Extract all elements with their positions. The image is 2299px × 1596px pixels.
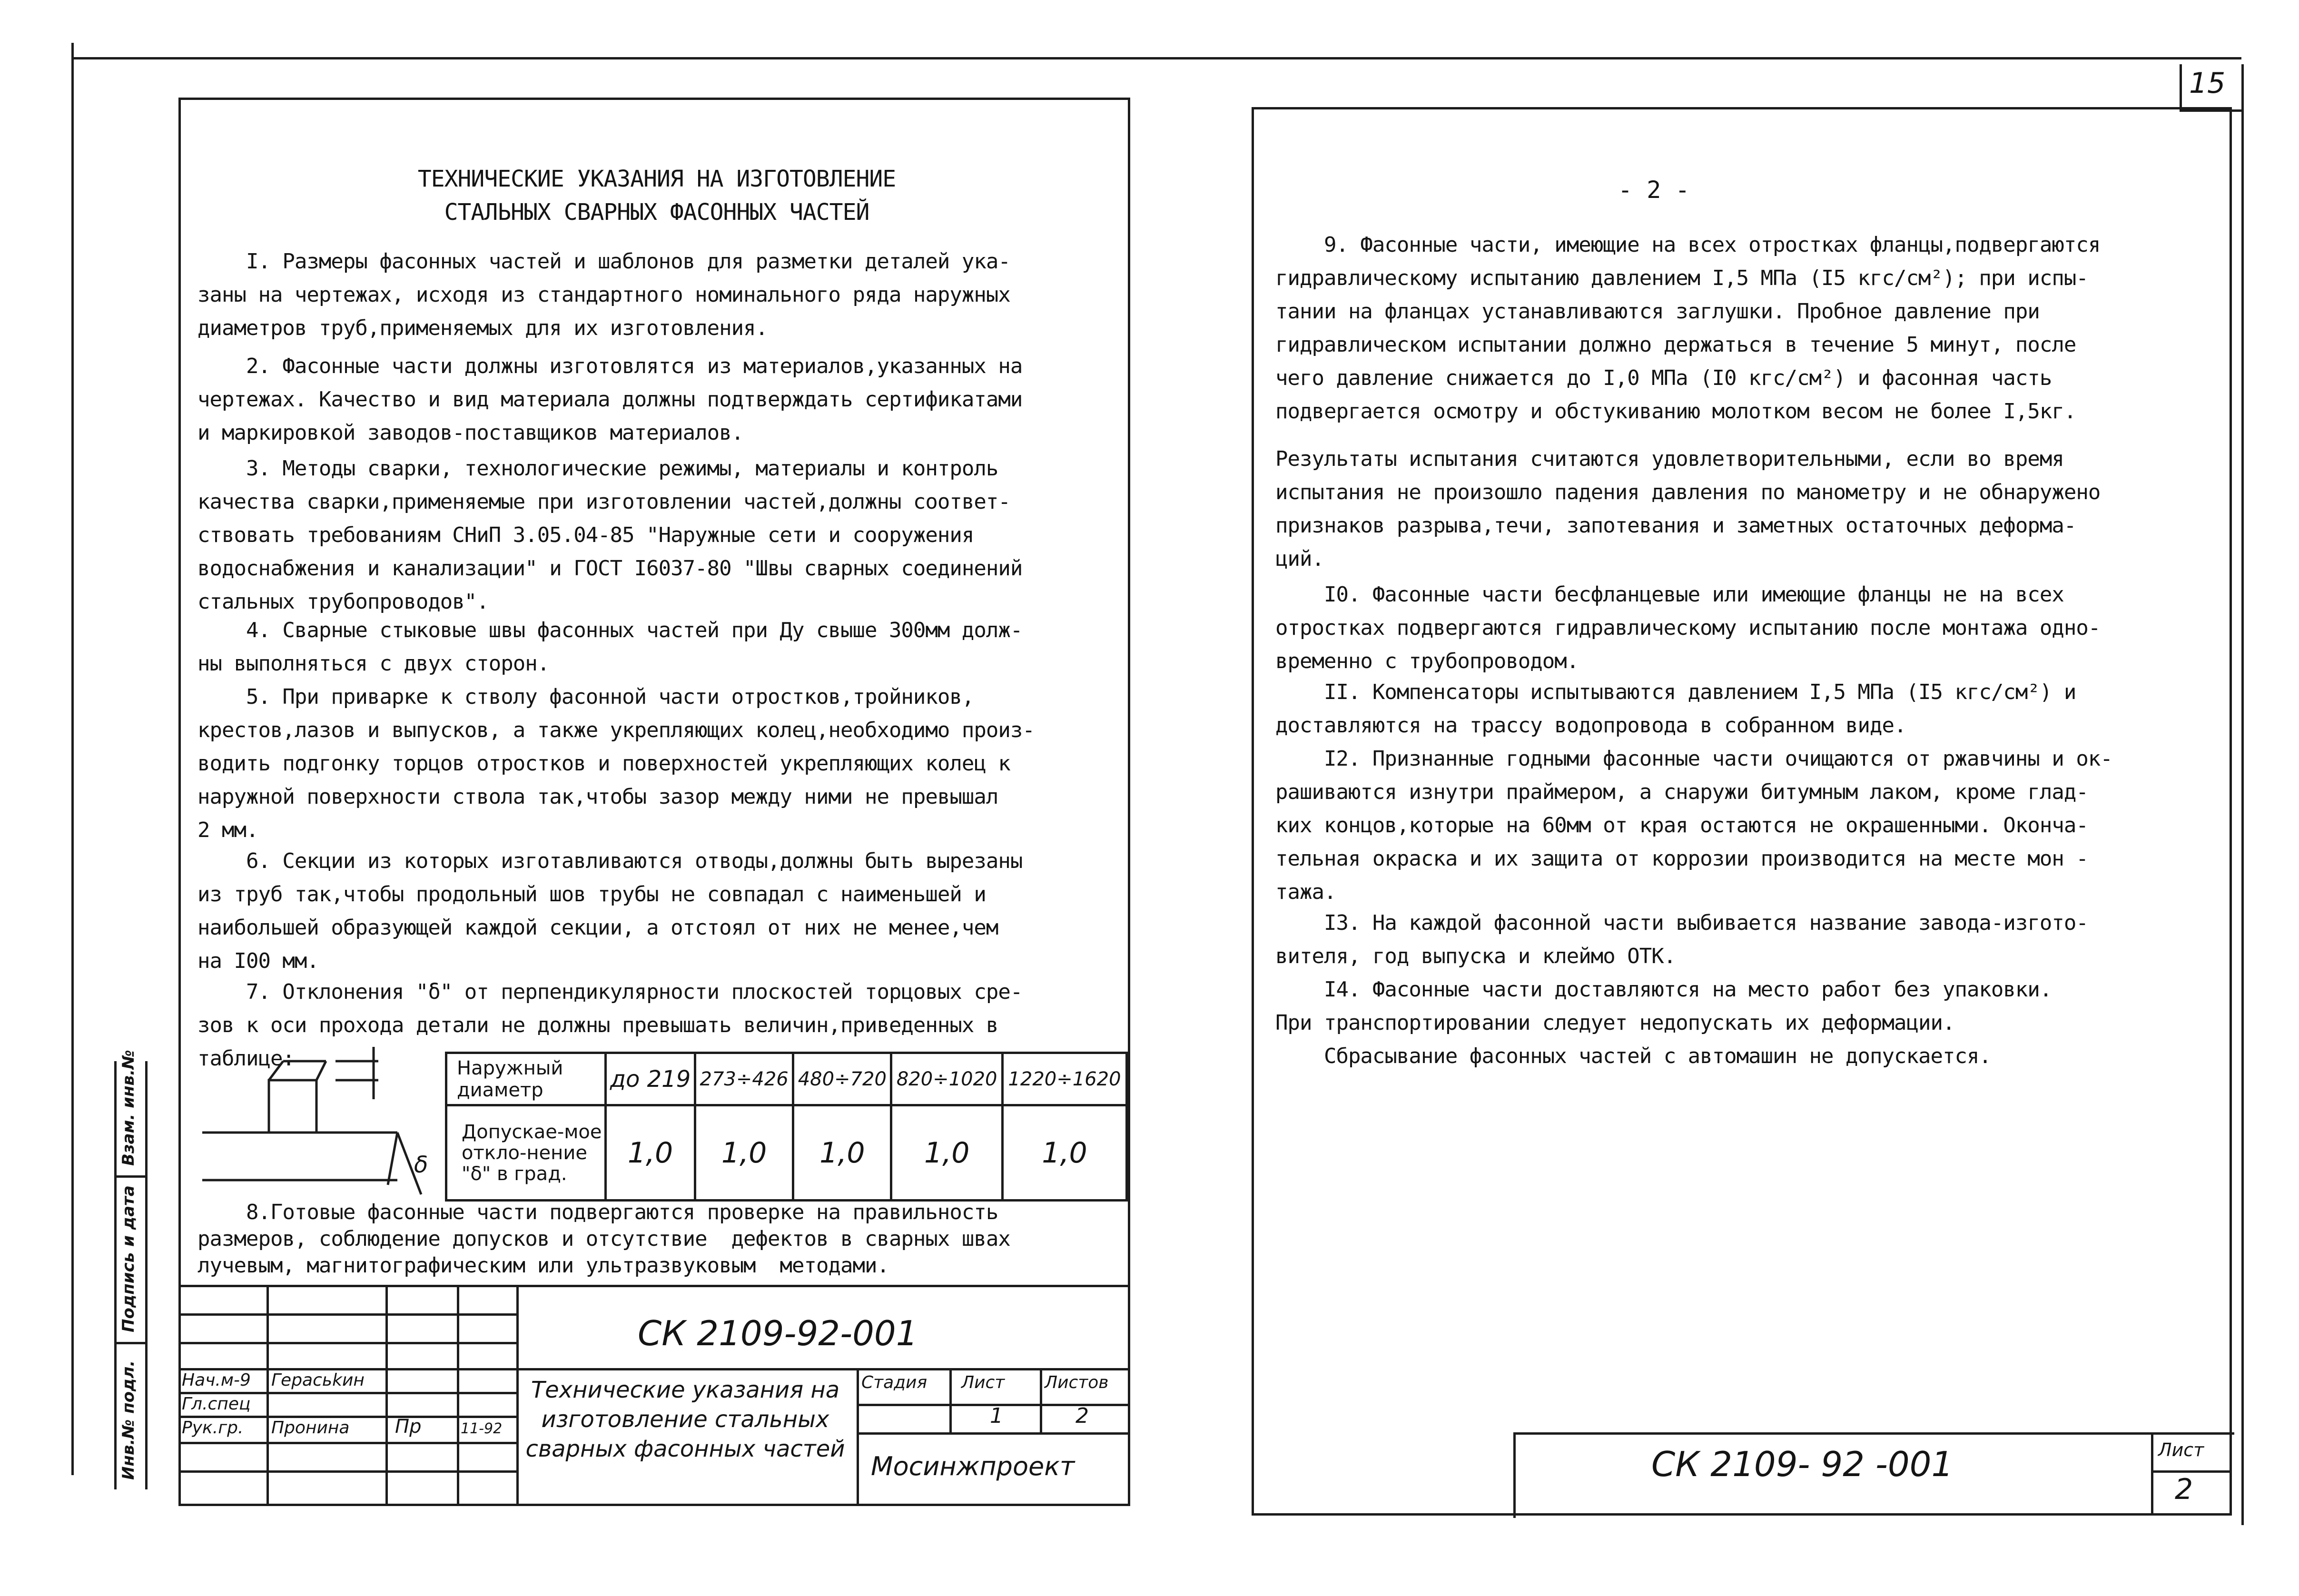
- stamp-line: [178, 1470, 516, 1473]
- stamp-description: Технические указания на изготовление стальных сварных фасонных частей: [525, 1377, 845, 1462]
- stamp-vline: [385, 1285, 388, 1506]
- side-label-replace: Взам. инв.№: [119, 1050, 138, 1166]
- corner-number: 15: [2189, 67, 2226, 100]
- deviation-cell: 1,0: [793, 1105, 891, 1201]
- side-label-sign: Подпись и дата: [119, 1185, 138, 1332]
- paragraph-3: 3. Методы сварки, технологические режимы, материалы и контроль качества сварки,применяемые при изготовлении частей,должны соответ- ствовать требованиям СНиП 3.05.04-85 "Наружные сети и сооружения водоснабжения и канализации" и ГОСТ I6037-80 "Швы сварных соединений стальных трубопроводов".: [197, 456, 1023, 614]
- table-row-header-diameter: Наружный диаметр: [446, 1053, 606, 1105]
- page-number: - 2 -: [1618, 176, 1690, 204]
- paragraph-12: I2. Признанные годными фасонные части очищаются от ржавчины и ок- рашиваются изнутри праймером, а снаружи битумным лаком, кроме глад- ких концов,которые на 60мм от края остаются не окрашенными. Оконча- тельная окраска и их защита от коррозии производится на месте мон - тажа.: [1275, 747, 2112, 904]
- stamp-line: [178, 1442, 516, 1444]
- outer-left-line: [71, 43, 74, 1475]
- side-label-inv: Инв.№ подл.: [119, 1360, 138, 1480]
- paragraph-9: 9. Фасонные части, имеющие на всех отростках фланцы,подвергаются гидравлическому испытанию давлением I,5 МПа (I5 кгс/см²); при испы- тании на фланцах устанавливаются заглушки. Пробное давление при гидравлическом испытании должно держаться в течение 5 минут, после чего давление снижается до I,0 МПа (I0 кгс/см²) и фасонная часть подвергается осмотру и обстукиванию молотком весом не более I,5кг.: [1275, 233, 2101, 424]
- stamp-vline: [949, 1368, 952, 1432]
- paragraph-4: 4. Сварные стыковые швы фасонных частей при Ду свыше 300мм долж- ны выполняться с двух сторон.: [197, 618, 1023, 676]
- deviation-cell: 1,0: [606, 1105, 695, 1201]
- diameter-cell: 1220÷1620: [1002, 1053, 1126, 1105]
- stamp-sign-3: Пр: [395, 1416, 422, 1438]
- stamp-role-3: Рук.гр.: [182, 1418, 244, 1438]
- stamp-vline: [1040, 1368, 1042, 1432]
- diameter-cell: 820÷1020: [891, 1053, 1003, 1105]
- paragraph-14: I4. Фасонные части доставляются на место работ без упаковки. При транспортировании следует недопускать их деформации.: [1275, 977, 2052, 1035]
- right-stamp-vline: [2151, 1432, 2153, 1516]
- stamp-stage-label: Стадия: [861, 1373, 927, 1392]
- stamp-line: [178, 1313, 516, 1316]
- left-title-line1: ТЕХНИЧЕСКИЕ УКАЗАНИЯ НА ИЗГОТОВЛЕНИЕ: [417, 166, 896, 192]
- stamp-sheet-value: 1: [990, 1404, 1003, 1428]
- stamp-role-2: Гл.спец: [182, 1394, 251, 1414]
- paragraph-9-result: Результаты испытания считаются удовлетворительными, если во время испытания не произошло падения давления по манометру и не обнаружено признаков разрыва,течи, запотевания и заметных остаточных деформа- ций.: [1275, 447, 2101, 571]
- stamp-vline: [457, 1285, 459, 1506]
- stamp-name-1: Герасьkин: [271, 1370, 365, 1390]
- deviation-cell: 1,0: [1002, 1105, 1126, 1201]
- side-strip-div2: [114, 1342, 145, 1344]
- paragraph-1: I. Размеры фасонных частей и шаблонов для разметки деталей ука- заны на чертежах, исходя из стандартного номинального ряда наружных диаметров труб,применяемых для их изготовления.: [197, 249, 1010, 340]
- stamp-vline: [516, 1285, 519, 1506]
- diameter-cell: до 219: [606, 1053, 695, 1105]
- paragraph-10: I0. Фасонные части бесфланцевые или имеющие фланцы не на всех отростках подвергаются гидравлическому испытанию после монтажа одно- временно с трубопроводом.: [1275, 582, 2101, 673]
- paragraph-8: 8.Готовые фасонные части подвергаются проверке на правильность размеров, соблюдение допусков и отсутствие дефектов в сварных швах лучевым, магнитографическим или ультразвуковым методами.: [197, 1200, 1010, 1278]
- sketch-delta-label: δ: [414, 1152, 428, 1178]
- stamp-date-3: 11-92: [461, 1420, 503, 1437]
- stamp-vline: [857, 1368, 859, 1506]
- paragraph-2: 2. Фасонные части должны изготовлятся из материалов,указанных на чертежах. Качество и вид материала должны подтверждать сертификатами и маркировкой заводов-поставщиков материалов.: [197, 354, 1023, 445]
- deviation-cell: 1,0: [891, 1105, 1003, 1201]
- stamp-role-1: Нач.м-9: [182, 1370, 251, 1390]
- stamp-sheets-label: Листов: [1045, 1373, 1109, 1392]
- stamp-sheet-label: Лист: [961, 1373, 1005, 1392]
- deviation-cell: 1,0: [695, 1105, 793, 1201]
- right-stamp-sheet-label: Лист: [2158, 1439, 2204, 1460]
- stamp-sheets-value: 2: [1075, 1404, 1089, 1428]
- paragraph-7: 7. Отклонения "δ" от перпендикулярности плоскостей торцовых сре- зов к оси прохода детали не должны превышать величин,приведенных в таблице:: [197, 980, 1023, 1071]
- paragraph-6: 6. Секции из которых изготавливаются отводы,должны быть вырезаны из труб так,чтобы продольный шов трубы не совпадал с наименьшей и наибольшей образующей каждой секции, а отстоял от них не менее,чем на I00 мм.: [197, 849, 1023, 973]
- stamp-organization: Мосинжпроект: [871, 1451, 1075, 1481]
- paragraph-15: Сбрасывание фасонных частей с автомашин не допускается.: [1275, 1044, 1991, 1068]
- outer-right-line: [2241, 64, 2244, 1525]
- paragraph-13: I3. На каждой фасонной части выбивается название завода-изгото- вителя, год выпуска и клеймо ОТК.: [1275, 911, 2088, 968]
- stamp-name-3: Пронина: [271, 1418, 350, 1438]
- diameter-cell: 480÷720: [793, 1053, 891, 1105]
- stamp-code: СК 2109-92-001: [638, 1313, 918, 1353]
- stamp-vline: [266, 1285, 269, 1506]
- pipe-sketch: [197, 1042, 450, 1199]
- right-stamp-sheet-value: 2: [2175, 1473, 2193, 1506]
- deviation-table: [445, 1052, 1128, 1202]
- paragraph-5: 5. При приварке к стволу фасонной части отростков,тройников, крестов,лазов и выпусков, а также укрепляющих колец,необходимо произ- водить подгонку торцов отростков и поверхностей укрепляющих колец к наружной поверхности ствола так,чтобы зазор между ними не превышал 2 мм.: [197, 685, 1035, 842]
- left-title-line2: СТАЛЬНЫХ СВАРНЫХ ФАСОННЫХ ЧАСТЕЙ: [444, 199, 869, 226]
- stamp-line: [178, 1342, 516, 1344]
- side-strip-div1: [114, 1175, 145, 1178]
- paragraph-11: II. Компенсаторы испытываются давлением I,5 МПа (I5 кгс/см²) и доставляются на трассу водопровода в собранном виде.: [1275, 680, 2076, 738]
- outer-top-line: [71, 57, 2241, 59]
- diameter-cell: 273÷426: [695, 1053, 793, 1105]
- stamp-line: [857, 1432, 1130, 1435]
- right-stamp-code: СК 2109- 92 -001: [1651, 1444, 1954, 1484]
- table-row-header-deviation: Допускае-мое откло-нение "δ" в град.: [446, 1105, 606, 1201]
